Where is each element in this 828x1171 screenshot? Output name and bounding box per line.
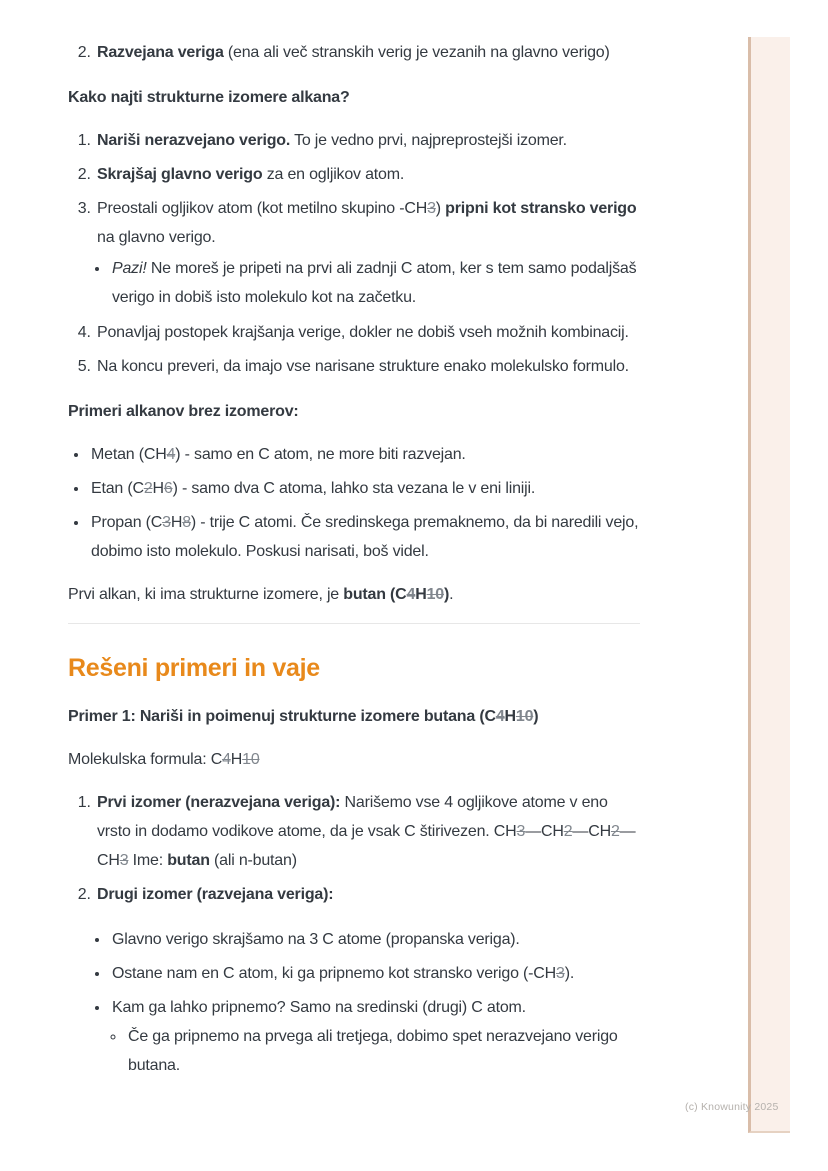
text-segment: Ne moreš je pripeti na prvi ali zadnji C atom, ker s tem samo podaljšaš verigo in dobiš isto molekulo kot na začetku. <box>112 260 637 306</box>
isomers-list <box>68 788 640 1080</box>
subscript-strike-text: 3 <box>427 200 436 217</box>
text-segment: Na koncu preveri, da imajo vse narisane strukture enako molekulsko formulo. <box>97 358 629 375</box>
list-item <box>110 925 640 954</box>
text-segment: ) <box>435 200 446 217</box>
how-to-heading <box>68 83 640 112</box>
list-item <box>95 38 640 67</box>
text-segment: H <box>504 708 516 725</box>
subscript-strike-text: 2 <box>143 480 153 497</box>
text-segment: Primer 1: Nariši in poimenuj strukturne izomere butana (C <box>68 708 496 725</box>
text-segment: H <box>415 586 427 603</box>
list-item <box>89 474 640 503</box>
list-item <box>89 440 640 469</box>
document-content <box>68 24 640 1094</box>
text-segment: Narišemo vse 4 ogljikove atome v eno vrsto in dodamo vodikove atome, da je vsak C štirivezen. CH <box>97 794 608 840</box>
steps-list <box>68 126 640 381</box>
subscript-strike-text: 3 <box>162 514 171 531</box>
subscript-strike-text: 2 <box>563 823 573 840</box>
text-segment: Prvi alkan, ki ima strukturne izomere, je <box>68 586 344 603</box>
text-segment: Etan (C <box>91 480 144 497</box>
subscript-strike-text: 10 <box>515 708 534 725</box>
text-segment: ) - samo en C atom, ne more biti razvejan. <box>175 446 466 463</box>
text-segment: Nariši nerazvejano verigo. <box>97 132 291 149</box>
text-segment: ) - samo dva C atoma, lahko sta vezana le v eni liniji. <box>172 480 536 497</box>
text-segment: ) - trije C atomi. Če sredinskega premaknemo, da bi naredili vejo, dobimo isto molekulo. Poskusi narisati, boš videl. <box>91 514 639 560</box>
watermark: (c) Knowunity 2025 <box>685 1101 779 1113</box>
list-item <box>89 508 640 566</box>
text-segment: —CH <box>97 823 636 869</box>
text-segment: Prvi izomer (nerazvejana veriga): <box>97 794 341 811</box>
chain-types-list <box>68 38 640 67</box>
text-segment: Primeri alkanov brez izomerov: <box>68 403 299 420</box>
text-segment: ) <box>444 586 450 603</box>
list-item <box>95 318 640 347</box>
subscript-strike-text: 8 <box>182 514 191 531</box>
bullet-list <box>97 254 640 312</box>
subscript-strike-text: 6 <box>163 480 173 497</box>
text-segment: za en ogljikov atom. <box>262 166 405 183</box>
text-segment: (ena ali več stranskih verig je vezanih na glavno verigo) <box>223 44 610 61</box>
text-segment: Glavno verigo skrajšamo na 3 C atome (propanska veriga). <box>112 931 520 948</box>
text-segment: ). <box>564 965 575 982</box>
examples-heading <box>68 397 640 426</box>
list-item <box>95 788 640 875</box>
formula-paragraph <box>68 745 640 774</box>
text-segment: Metan (CH <box>91 446 167 463</box>
text-segment: Ponavljaj postopek krajšanja verige, dokler ne dobiš vseh možnih kombinacij. <box>97 324 629 341</box>
list-item <box>110 993 640 1080</box>
list-item <box>95 160 640 189</box>
text-segment: Preostali ogljikov atom (kot metilno skupino -CH <box>97 200 428 217</box>
list-item <box>95 352 640 381</box>
text-segment: (ali n-butan) <box>209 852 297 869</box>
bullet-list <box>112 1022 640 1080</box>
list-item <box>95 880 640 1080</box>
page-edge-stripe <box>748 37 790 1133</box>
list-item <box>126 1022 640 1080</box>
text-segment: butan (C <box>343 586 407 603</box>
bullet-list <box>97 925 640 1080</box>
text-segment: . <box>449 586 454 603</box>
text-segment: Kam ga lahko pripnemo? Samo na sredinski (drugi) C atom. <box>112 999 526 1016</box>
subscript-strike-text: 4 <box>222 751 231 768</box>
subscript-strike-text: 2 <box>610 823 620 840</box>
text-segment: Propan (C <box>91 514 163 531</box>
text-segment: Ostane nam en C atom, ki ga pripnemo kot stransko verigo (-CH <box>112 965 556 982</box>
subscript-strike-text: 3 <box>119 852 129 869</box>
text-segment: Drugi izomer (razvejana veriga): <box>97 886 334 903</box>
text-segment: Skrajšaj glavno verigo <box>97 166 263 183</box>
section-divider <box>68 623 640 624</box>
text-segment: ) <box>533 708 539 725</box>
subscript-strike-text: 10 <box>426 586 444 603</box>
text-segment: Razvejana veriga <box>97 44 224 61</box>
text-segment: H <box>152 480 164 497</box>
text-segment: —CH <box>525 823 564 840</box>
text-segment: butan <box>167 852 210 869</box>
text-segment: Ime: <box>128 852 168 869</box>
first-isomer-paragraph <box>68 580 640 609</box>
example-1-heading <box>68 702 640 731</box>
text-segment: Pazi! <box>112 260 147 277</box>
list-item <box>95 194 640 312</box>
text-segment: pripni kot stransko verigo <box>445 200 637 217</box>
text-segment: H <box>170 514 183 531</box>
text-segment: Rešeni primeri in vaje <box>68 654 320 682</box>
text-segment: H <box>230 751 243 768</box>
subscript-strike-text: 10 <box>242 751 260 768</box>
list-item <box>110 959 640 988</box>
list-item <box>95 126 640 155</box>
text-segment: Če ga pripnemo na prvega ali tretjega, dobimo spet nerazvejano verigo butana. <box>128 1028 618 1074</box>
text-segment: na glavno verigo. <box>97 229 216 246</box>
text-segment: Kako najti strukturne izomere alkana? <box>68 89 350 106</box>
alkanes-list <box>68 440 640 566</box>
subscript-strike-text: 4 <box>166 446 176 463</box>
subscript-strike-text: 4 <box>406 586 416 603</box>
list-item <box>110 254 640 312</box>
text-segment: To je vedno prvi, najpreprostejši izomer. <box>290 132 567 149</box>
section-heading <box>68 652 640 684</box>
subscript-strike-text: 3 <box>556 965 565 982</box>
subscript-strike-text: 4 <box>495 708 505 725</box>
text-segment: Molekulska formula: C <box>68 751 223 768</box>
text-segment: —CH <box>572 823 611 840</box>
subscript-strike-text: 3 <box>516 823 526 840</box>
